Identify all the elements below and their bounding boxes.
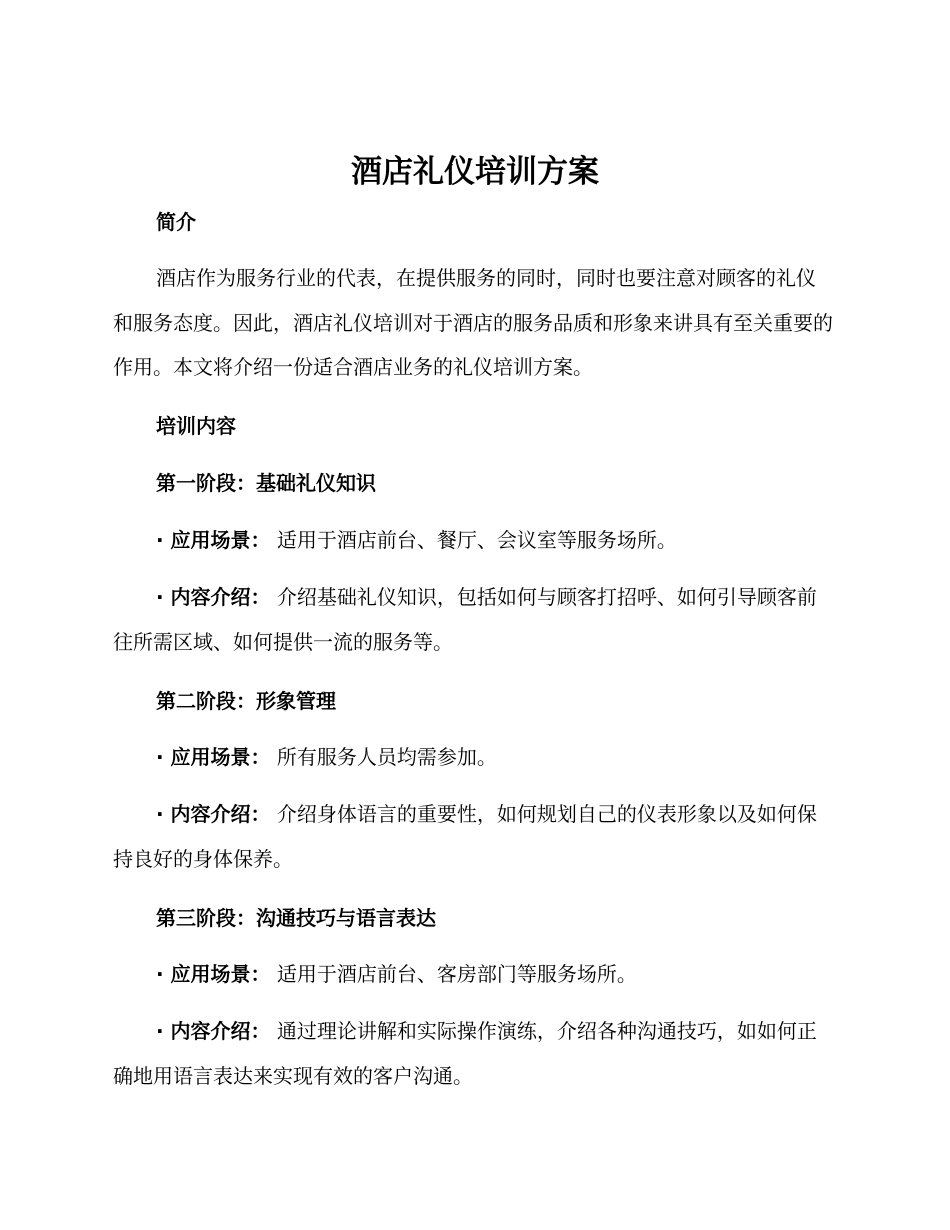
stage-3-heading: 第三阶段：沟通技巧与语言表达 (156, 906, 436, 930)
stage-1-heading: 第一阶段：基础礼仪知识 (156, 471, 376, 495)
stage-2-scenario (113, 735, 833, 780)
document-title: 酒店礼仪培训方案 (351, 154, 599, 190)
intro-paragraph: 酒店作为服务行业的代表，在提供服务的同时，同时也要注意对顾客的礼仪和服务态度。因此，酒店礼仪培训对于酒店的服务品质和形象来讲具有至关重要的作用。本文将介绍一份适合酒店业务的礼仪培训方案。 (113, 266, 833, 379)
stage-1-content-text: 介绍基础礼仪知识，包括如何与顾客打招呼、如何引导顾客前往所需区域、如何提供一流的服务等。 (113, 585, 817, 654)
stage-2-heading: 第二阶段：形象管理 (156, 689, 336, 713)
stage-2-content-label: · 内容介绍： (156, 802, 271, 826)
stage-3-scenario-label: · 应用场景： (156, 962, 271, 986)
stage-2-scenario-text: 所有服务人员均需参加。 (276, 745, 497, 769)
intro-heading: 简介 (156, 210, 196, 234)
stage-1-content-label: · 内容介绍： (156, 585, 271, 609)
stage-1-scenario (113, 518, 833, 563)
stage-3-content-text: 通过理论讲解和实际操作演练，介绍各种沟通技巧，如如何正确地用语言表达来实现有效的客户沟通。 (113, 1019, 817, 1088)
stage-1-scenario-text: 适用于酒店前台、餐厅、会议室等服务场所。 (276, 528, 677, 552)
stage-3-content-label: · 内容介绍： (156, 1019, 271, 1043)
stage-2-content (113, 792, 833, 881)
content-heading: 培训内容 (156, 414, 236, 438)
stage-3-scenario-text: 适用于酒店前台、客房部门等服务场所。 (276, 962, 637, 986)
stage-3-content (113, 1009, 833, 1098)
stage-1-scenario-label: · 应用场景： (156, 528, 271, 552)
stage-3-scenario (113, 952, 833, 997)
stage-2-content-text: 介绍身体语言的重要性，如何规划自己的仪表形象以及如何保持良好的身体保养。 (113, 802, 817, 871)
stage-1-content (113, 575, 833, 664)
stage-2-scenario-label: · 应用场景： (156, 745, 271, 769)
